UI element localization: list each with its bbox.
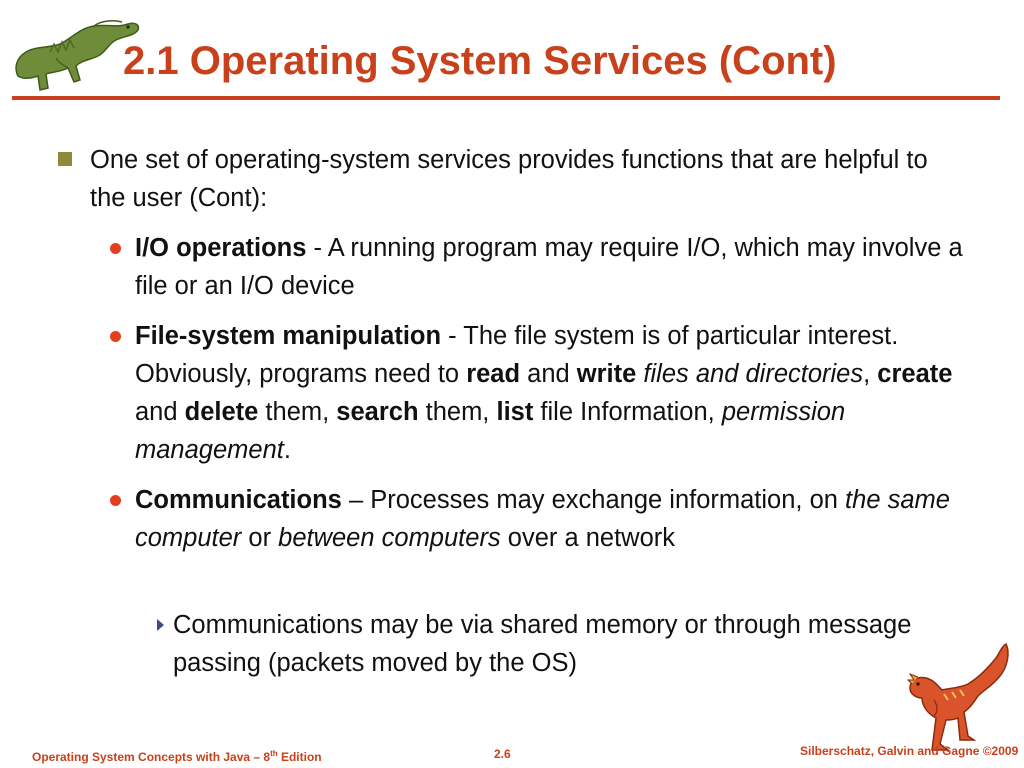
fs-read: read (466, 360, 521, 388)
fs-text: and (520, 360, 577, 388)
square-bullet-icon (58, 152, 72, 166)
triangle-bullet-icon (157, 619, 164, 631)
fs-write: write (576, 360, 637, 388)
footer-page-number: 2.6 (494, 747, 511, 761)
bullet-file-system (135, 317, 985, 469)
fs-search: search (336, 398, 419, 426)
fs-files-dirs: files and directories (643, 360, 864, 388)
bullet-io-operations (135, 229, 985, 305)
fs-text: . (283, 436, 291, 464)
footer-left-sup: th (270, 749, 278, 758)
footer-left-text: Operating System Concepts with Java – 8 (32, 750, 271, 764)
fs-text: , (863, 360, 878, 388)
footer-left-tail: Edition (277, 750, 322, 764)
dot-bullet-icon (110, 495, 121, 506)
fs-term: File-system manipulation (135, 322, 442, 350)
fs-text: The file system is of particular interest. Obviously, programs need to (135, 322, 899, 388)
comm-between: between computers (278, 524, 501, 552)
fs-delete: delete (184, 398, 259, 426)
io-term: I/O operations (135, 234, 307, 262)
comm-term: Communications (135, 486, 342, 514)
footer-book-title (32, 747, 322, 764)
slide-title: 2.1 Operating System Services (Cont) (123, 39, 837, 83)
fs-list: list (496, 398, 534, 426)
footer-authors: Silberschatz, Galvin and Gagne ©2009 (800, 744, 1019, 758)
io-desc: A running program may require I/O, which may involve a file or an I/O device (135, 234, 963, 300)
dot-bullet-icon (110, 243, 121, 254)
fs-create: create (877, 360, 953, 388)
bullet-intro-text: One set of operating-system services provides functions that are helpful to the user (Cont): (90, 146, 928, 212)
fs-text: file Information, (533, 398, 722, 426)
fs-text: them, (258, 398, 337, 426)
fs-text: them, (418, 398, 497, 426)
comm-sub-text: Communications may be via shared memory or through message passing (packets moved by the OS) (173, 611, 912, 677)
comm-text: over a network (500, 524, 676, 552)
io-sep: - (306, 234, 328, 262)
bullet-communications-sub (173, 606, 973, 682)
dot-bullet-icon (110, 331, 121, 342)
fs-text: and (135, 398, 185, 426)
red-dinosaur-logo-icon (904, 640, 1014, 758)
comm-text: or (241, 524, 279, 552)
bullet-intro (90, 141, 960, 217)
fs-sep: - (441, 322, 464, 350)
comm-text: – Processes may exchange information, on (341, 486, 846, 514)
bullet-communications (135, 481, 985, 557)
comm-same: the same computer (135, 486, 950, 552)
title-underline (12, 96, 1000, 100)
fs-permission: permission management (135, 398, 846, 464)
